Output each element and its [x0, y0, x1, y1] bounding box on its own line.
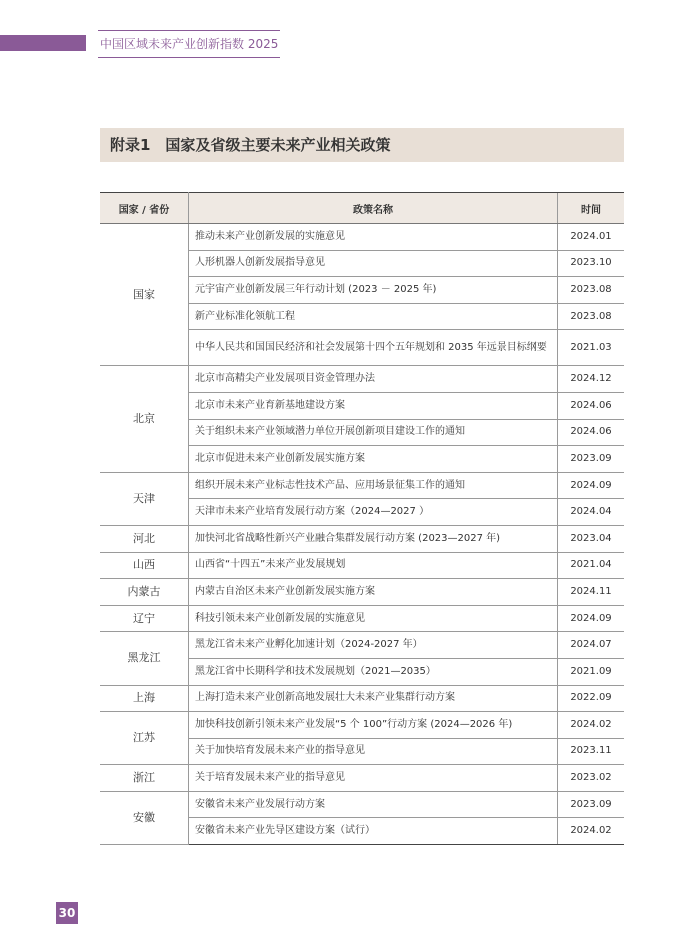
policy-name-cell: 安徽省未来产业发展行动方案	[189, 791, 558, 818]
table-body	[100, 224, 624, 845]
table-row	[100, 552, 624, 579]
header-region: 国家 / 省份	[100, 193, 189, 224]
region-cell: 安徽	[100, 791, 189, 844]
header-time: 时间	[558, 193, 625, 224]
header-policy: 政策名称	[189, 193, 558, 224]
date-cell: 2023.10	[558, 250, 625, 277]
table-row	[100, 525, 624, 552]
date-cell: 2023.02	[558, 765, 625, 792]
region-cell: 黑龙江	[100, 632, 189, 685]
table-row	[100, 366, 624, 393]
policy-name-cell: 关于组织未来产业领域潜力单位开展创新项目建设工作的通知	[189, 419, 558, 446]
policy-name-cell: 黑龙江省未来产业孵化加速计划（2024-2027 年）	[189, 632, 558, 659]
policy-name-cell: 科技引领未来产业创新发展的实施意见	[189, 605, 558, 632]
table-row	[100, 605, 624, 632]
section-heading-box	[100, 128, 624, 162]
table-row	[100, 765, 624, 792]
region-cell: 山西	[100, 552, 189, 579]
policy-name-cell: 北京市高精尖产业发展项目资金管理办法	[189, 366, 558, 393]
running-header-title: 中国区域未来产业创新指数 2025	[98, 30, 280, 58]
policy-name-cell: 关于加快培育发展未来产业的指导意见	[189, 738, 558, 765]
policy-name-cell: 安徽省未来产业先导区建设方案（试行）	[189, 818, 558, 845]
date-cell: 2024.11	[558, 579, 625, 606]
table-row	[100, 632, 624, 659]
policy-name-cell: 推动未来产业创新发展的实施意见	[189, 224, 558, 251]
date-cell: 2023.09	[558, 791, 625, 818]
policy-table	[100, 192, 624, 845]
date-cell: 2021.04	[558, 552, 625, 579]
policy-name-cell: 天津市未来产业培育发展行动方案（2024—2027 ）	[189, 499, 558, 526]
region-cell: 上海	[100, 685, 189, 712]
policy-name-cell: 人形机器人创新发展指导意见	[189, 250, 558, 277]
date-cell: 2024.06	[558, 419, 625, 446]
policy-name-cell: 加快科技创新引领未来产业发展“5 个 100”行动方案 (2024—2026 年)	[189, 712, 558, 739]
policy-name-cell: 山西省“十四五”未来产业发展规划	[189, 552, 558, 579]
region-cell: 河北	[100, 525, 189, 552]
date-cell: 2021.03	[558, 330, 625, 366]
date-cell: 2023.08	[558, 303, 625, 330]
policy-name-cell: 内蒙古自治区未来产业创新发展实施方案	[189, 579, 558, 606]
date-cell: 2024.04	[558, 499, 625, 526]
table-row	[100, 712, 624, 739]
policy-name-cell: 北京市未来产业育新基地建设方案	[189, 392, 558, 419]
date-cell: 2024.06	[558, 392, 625, 419]
date-cell: 2024.02	[558, 712, 625, 739]
header-accent-bar	[0, 35, 86, 51]
policy-name-cell: 加快河北省战略性新兴产业融合集群发展行动方案 (2023—2027 年)	[189, 525, 558, 552]
date-cell: 2024.09	[558, 472, 625, 499]
region-cell: 辽宁	[100, 605, 189, 632]
date-cell: 2024.01	[558, 224, 625, 251]
date-cell: 2023.09	[558, 446, 625, 473]
region-cell: 国家	[100, 224, 189, 366]
page-number: 30	[56, 902, 78, 924]
table-header-row	[100, 193, 624, 224]
table-row	[100, 791, 624, 818]
date-cell: 2024.02	[558, 818, 625, 845]
region-cell: 浙江	[100, 765, 189, 792]
policy-name-cell: 关于培育发展未来产业的指导意见	[189, 765, 558, 792]
date-cell: 2021.09	[558, 658, 625, 685]
region-cell: 内蒙古	[100, 579, 189, 606]
date-cell: 2024.12	[558, 366, 625, 393]
region-cell: 天津	[100, 472, 189, 525]
date-cell: 2024.09	[558, 605, 625, 632]
table-row	[100, 224, 624, 251]
policy-name-cell: 元宇宙产业创新发展三年行动计划 (2023 － 2025 年)	[189, 277, 558, 304]
policy-name-cell: 黑龙江省中长期科学和技术发展规划（2021—2035）	[189, 658, 558, 685]
policy-name-cell: 中华人民共和国国民经济和社会发展第十四个五年规划和 2035 年远景目标纲要	[189, 330, 558, 366]
date-cell: 2023.04	[558, 525, 625, 552]
policy-name-cell: 组织开展未来产业标志性技术产品、应用场景征集工作的通知	[189, 472, 558, 499]
region-cell: 江苏	[100, 712, 189, 765]
region-cell: 北京	[100, 366, 189, 472]
policy-name-cell: 北京市促进未来产业创新发展实施方案	[189, 446, 558, 473]
date-cell: 2022.09	[558, 685, 625, 712]
date-cell: 2023.11	[558, 738, 625, 765]
date-cell: 2024.07	[558, 632, 625, 659]
policy-name-cell: 新产业标准化领航工程	[189, 303, 558, 330]
section-title: 附录1 国家及省级主要未来产业相关政策	[110, 136, 391, 154]
table-row	[100, 472, 624, 499]
date-cell: 2023.08	[558, 277, 625, 304]
table-row	[100, 579, 624, 606]
table-row	[100, 685, 624, 712]
policy-name-cell: 上海打造未来产业创新高地发展壮大未来产业集群行动方案	[189, 685, 558, 712]
